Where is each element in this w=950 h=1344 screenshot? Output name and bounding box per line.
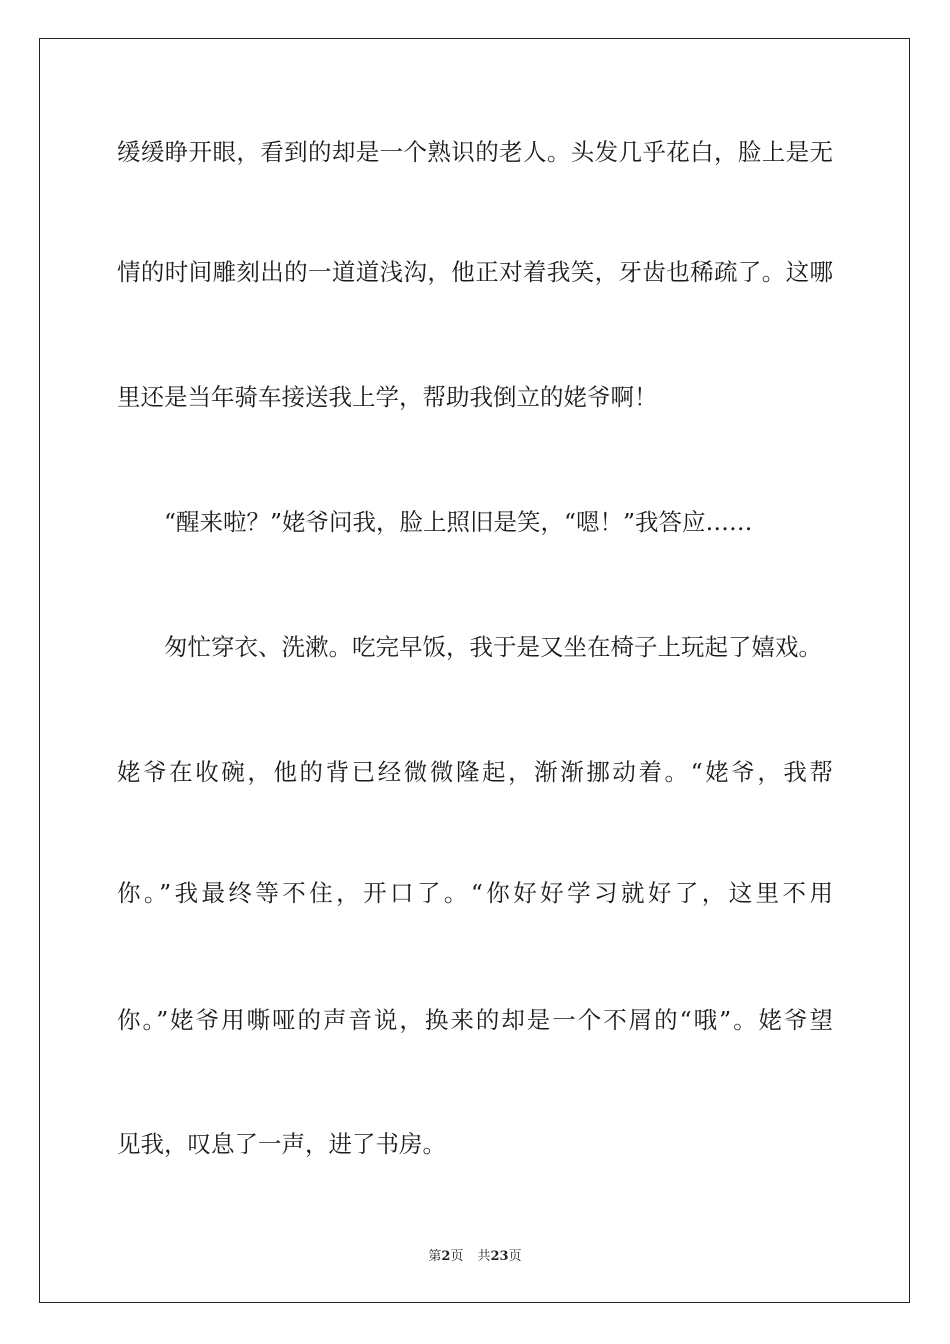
page-border (39, 38, 910, 1303)
footer-total-suffix: 页 (508, 1249, 522, 1264)
footer-page-prefix: 第 (428, 1249, 442, 1264)
text-line-2: 情的时间雕刻出的一道道浅沟，他正对着我笑，牙齿也稀疏了。这哪 (117, 258, 833, 286)
text-line-7: 你。”我最终等不住，开口了。“你好好学习就好了，这里不用 (117, 879, 833, 907)
footer-page-number: 2 (441, 1249, 451, 1264)
footer-total-pages: 23 (490, 1249, 509, 1264)
footer-page-suffix: 页 (450, 1249, 464, 1264)
text-line-9: 见我，叹息了一声，进了书房。 (117, 1130, 446, 1158)
text-line-6: 姥爷在收碗，他的背已经微微隆起，渐渐挪动着。“姥爷，我帮 (117, 758, 833, 786)
page-footer (0, 1248, 950, 1266)
text-line-3: 里还是当年骑车接送我上学，帮助我倒立的姥爷啊！ (117, 383, 658, 411)
text-line-1: 缓缓睁开眼，看到的却是一个熟识的老人。头发几乎花白，脸上是无 (117, 138, 833, 166)
text-line-8: 你。”姥爷用嘶哑的声音说，换来的却是一个不屑的“哦”。姥爷望 (117, 1006, 833, 1034)
text-line-5: 匆忙穿衣、洗漱。吃完早饭，我于是又坐在椅子上玩起了嬉戏。 (164, 633, 822, 661)
footer-total-prefix: 共 (477, 1249, 491, 1264)
text-line-4: “醒来啦？”姥爷问我，脸上照旧是笑，“嗯！”我答应…… (164, 508, 753, 536)
